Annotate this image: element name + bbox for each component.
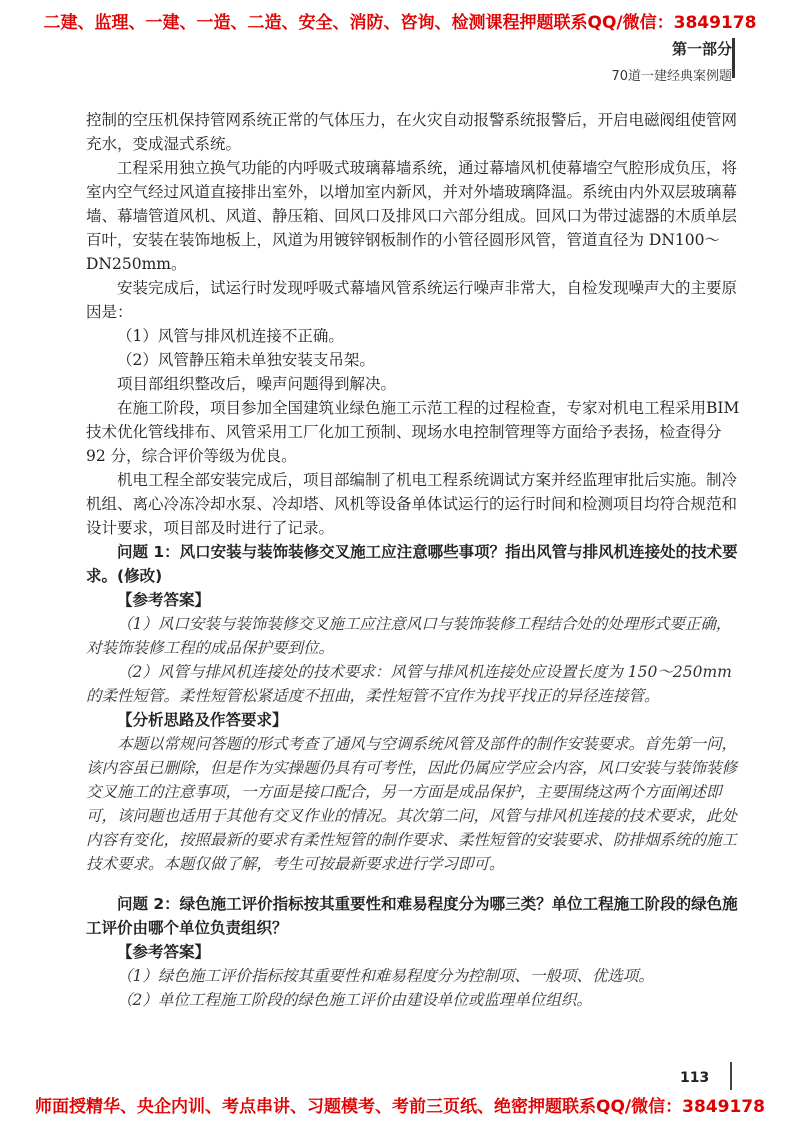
answer-item: （1）绿色施工评价指标按其重要性和难易程度分为控制项、一般项、优选项。 xyxy=(117,967,654,985)
analysis-text: 本题以常规问答题的形式考查了通风与空调系统风管及部件的制作安装要求。首先第一问，该内容虽已删除，但是作为实操题仍具有可考性，因此仍属应学应会内容，风口安装与装饰装修交叉施工的注意事项，一方面是接口配合，另一方面是成品保护，主要围绕这两个方面阐述即可，该问题也适用于其他有交叉作业的情况。其次第二问，风管与排风机连接的技术要求，此处内容有变化，按照最新的要求有柔性短管的制作要求、柔性短管的安装要求、防排烟系统的施工技术要求。本题仅做了解，考生可按最新要求进行学习即可。 xyxy=(86,735,738,873)
answer-label: 【参考答案】 xyxy=(117,943,211,961)
page-header xyxy=(611,38,732,84)
paragraph: 项目部组织整改后，噪声问题得到解决。 xyxy=(117,375,397,393)
top-ad-banner: 二建、监理、一建、一造、二造、安全、消防、咨询、检测课程押题联系QQ/微信：3849178 xyxy=(43,13,757,33)
bottom-ad-banner: 师面授精华、央企内训、考点串讲、习题模考、考前三页纸、绝密押题联系QQ/微信：3849178 xyxy=(35,1097,765,1117)
analysis-label: 【分析思路及作答要求】 xyxy=(117,711,288,729)
spacer xyxy=(86,876,740,892)
paragraph: （1）风管与排风机连接不正确。 xyxy=(117,327,344,345)
answer-label: 【参考答案】 xyxy=(117,591,211,609)
question-1-title: 问题 1：风口安装与装饰装修交叉施工应注意哪些事项？指出风管与排风机连接处的技术要求。(修改) xyxy=(86,543,738,585)
paragraph: 工程采用独立换气功能的内呼吸式玻璃幕墙系统，通过幕墙风机使幕墙空气腔形成负压，将室内空气经过风道直接排出室外，以增加室内新风，并对外墙玻璃降温。系统由内外双层玻璃幕墙、幕墙管道风机、风道、静压箱、回风口及排风口六部分组成。回风口为带过滤器的木质单层百叶，安装在装饰地板上，风道为用镀锌钢板制作的小管径圆形风管，管道直径为 DN100～DN250mm。 xyxy=(86,159,738,273)
part-subtitle: 70道一建经典案例题 xyxy=(611,69,732,84)
answer-item: （2）单位工程施工阶段的绿色施工评价由建设单位或监理单位组织。 xyxy=(117,991,592,1009)
question-2-title: 问题 2：绿色施工评价指标按其重要性和难易程度分为哪三类？单位工程施工阶段的绿色施工评价由哪个单位负责组织？ xyxy=(86,895,738,937)
paragraph: 机电工程全部安装完成后，项目部编制了机电工程系统调试方案并经监理审批后实施。制冷机组、离心冷冻冷却水泵、冷却塔、风机等设备单体试运行的运行时间和检测项目均符合规范和设计要求，项目部及时进行了记录。 xyxy=(86,471,738,537)
page-body xyxy=(86,108,740,1012)
paragraph: 在施工阶段，项目参加全国建筑业绿色施工示范工程的过程检查，专家对机电工程采用BIM 技术优化管线排布、风管采用工厂化加工预制、现场水电控制管理等方面给予表扬，检查得分 92 分，综合评价等级为优良。 xyxy=(86,399,740,465)
paragraph: （2）风管静压箱未单独安装支吊架。 xyxy=(117,351,375,369)
page-number-divider xyxy=(730,1062,732,1090)
paragraph: 控制的空压机保持管网系统正常的气体压力，在火灾自动报警系统报警后，开启电磁阀组使管网充水，变成湿式系统。 xyxy=(86,111,738,153)
answer-item: （2）风管与排风机连接处的技术要求：风管与排风机连接处应设置长度为 150～250mm 的柔性短管。柔性短管松紧适度不扭曲，柔性短管不宜作为找平找正的异径连接管。 xyxy=(86,663,732,705)
page-number: 113 xyxy=(680,1070,710,1086)
answer-item: （1）风口安装与装饰装修交叉施工应注意风口与装饰装修工程结合处的处理形式要正确，对装饰装修工程的成品保护要到位。 xyxy=(86,615,732,657)
paragraph: 安装完成后，试运行时发现呼吸式幕墙风管系统运行噪声非常大，自检发现噪声大的主要原因是： xyxy=(86,279,738,321)
part-title: 第一部分 xyxy=(671,40,732,58)
header-divider xyxy=(732,38,735,78)
